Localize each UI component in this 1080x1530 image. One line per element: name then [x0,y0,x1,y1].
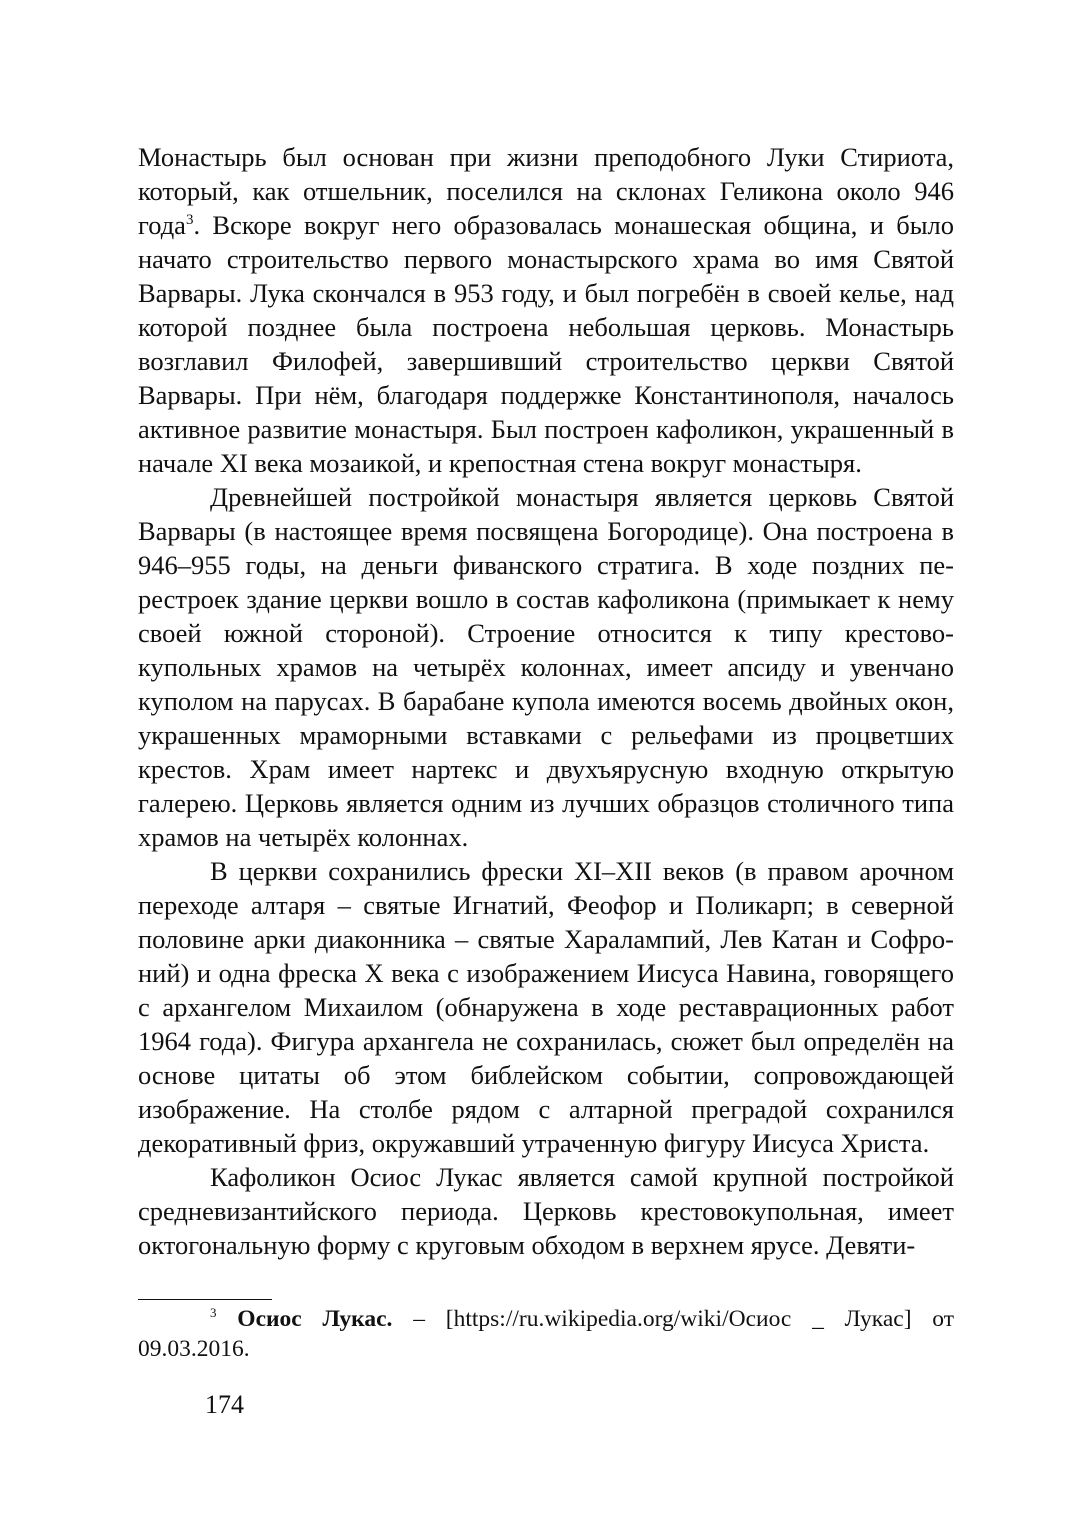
paragraph-1-text: Монастырь был основан при жизни преподобного Луки Стириота, который, как отшельник, поселился на склонах Геликона около 946 года [138,142,954,240]
paragraph-1 [138,140,954,480]
footnote-reference: 3 [185,212,194,229]
footnote-title: Осиос Лукас. [237,1306,393,1332]
paragraph-2: Древнейшей постройкой монастыря является церковь Святой Варвары (в настоящее время посвящена Богородице). Она построена в 946–955 годы, на деньги фиванского стратига. В ходе поздних перестроек здание церкви вошло в состав кафоликона (примыкает к нему своей южной стороной). Строение относится к типу крестовокупольных храмов на четырёх колоннах, имеет апсиду и увенчано куполом на парусах. В барабане купола имеются восемь двойных окон, украшенных мраморными вставками с рельефами из процветших крестов. Храм имеет нартекс и двухъярусную входную открытую галерею. Церковь является одним из лучших образцов столичного типа храмов на четырёх колоннах. [138,482,954,852]
footnote-divider [138,1299,272,1300]
body-text [138,140,954,1262]
footnote [138,1304,954,1364]
footnote-text: – [https://ru.wikipedia.org/wiki/Осиос _ Лукас] от 09.03.2016. [138,1306,955,1362]
paragraph-3: В церкви сохранились фрески XI–XII веков (в правом арочном переходе алтаря – святые Игнатий, Феофор и Поликарп; в северной половине арки диаконника – святые Харалампий, Лев Катан и Софроний) и одна фреска X века с изображением Иисуса Навина, говорящего с архангелом Михаилом (обнаружена в ходе реставрационных работ 1964 года). Фигура архангела не сохранилась, сюжет был определён на основе цитаты об этом библейском событии, сопровождающей изображение. На столбе рядом с алтарной преградой сохранился декоративный фриз, окружавший утраченную фигуру Иисуса Христа. [138,856,954,1158]
footnote-marker: 3 [210,1305,217,1321]
paragraph-1-text-continued: . Вскоре вокруг него образовалась монашеская община, и было начато строительство первого монастырского храма во имя Святой Варвары. Лука скончался в 953 году, и был погребён в своей келье, над которой позднее была построена небольшая церковь. Монастырь возглавил Филофей, завершивший строительство церкви Святой Варвары. При нём, благодаря поддержке Константинополя, началось активное развитие монастыря. Был построен кафоликон, украшенный в начале XI века мозаикой, и крепостная стена вокруг монастыря. [138,210,954,478]
page-number: 174 [205,1390,244,1419]
paragraph-4: Кафоликон Осиос Лукас является самой крупной постройкой средневизантийского периода. Церковь крестовокупольная, имеет октогональную форму с круговым обходом в верхнем ярусе. Девяти- [138,1162,954,1260]
